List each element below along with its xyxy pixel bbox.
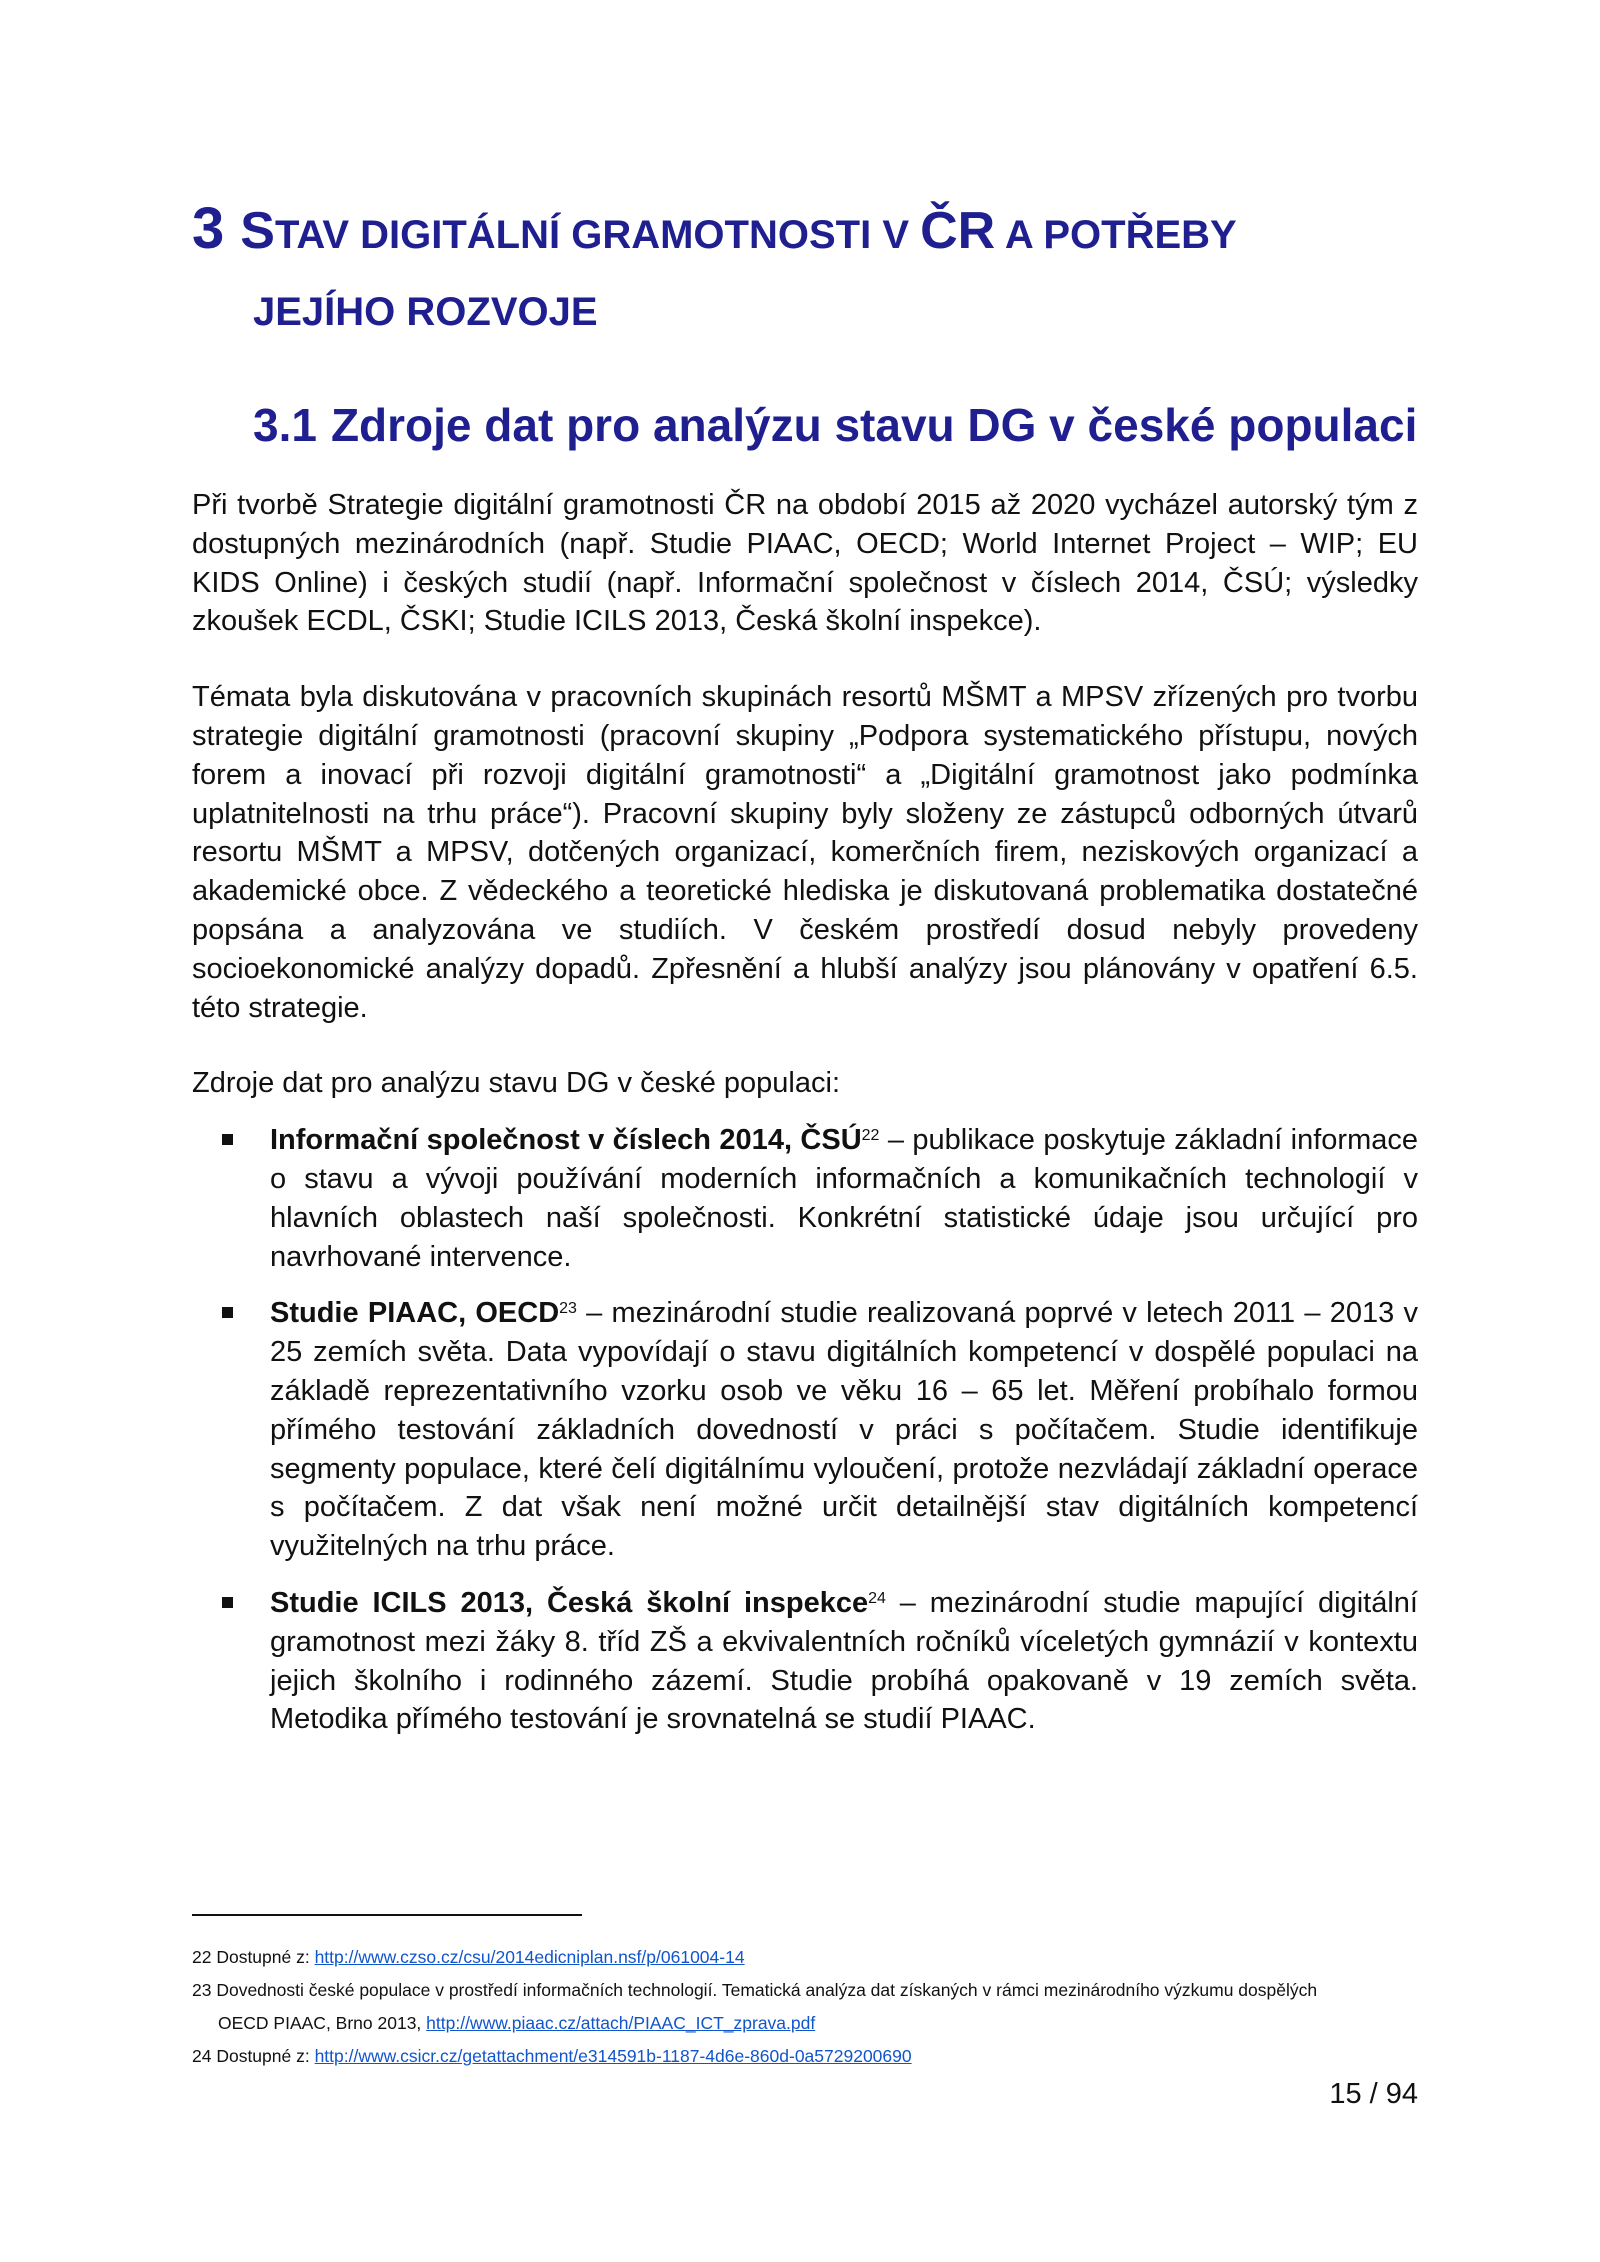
bullet-icon bbox=[222, 1134, 233, 1145]
section-number: 3.1 bbox=[253, 399, 317, 451]
footnote-text: 22 Dostupné z: bbox=[192, 1947, 315, 1967]
list-item bbox=[192, 1584, 1418, 1739]
chapter-title-initial: S bbox=[240, 202, 275, 260]
section-title: Zdroje dat pro analýzu stavu DG v české populaci bbox=[330, 399, 1418, 451]
list-item bbox=[192, 1121, 1418, 1276]
section-heading bbox=[253, 395, 1453, 455]
chapter-title-part: TAV DIGITÁLNÍ GRAMOTNOSTI V bbox=[274, 213, 921, 257]
footnote-ref[interactable]: 23 bbox=[559, 1300, 577, 1318]
footnote-ref[interactable]: 22 bbox=[861, 1127, 880, 1145]
chapter-title-cr: ČR bbox=[920, 202, 996, 260]
body-text bbox=[192, 486, 1418, 1757]
list-intro: Zdroje dat pro analýzu stavu DG v české populaci: bbox=[192, 1067, 840, 1100]
chapter-title-line2: JEJÍHO ROZVOJE bbox=[253, 290, 598, 334]
footnote-link[interactable]: http://www.czso.cz/csu/2014edicniplan.nsf/p/061004-14 bbox=[314, 1947, 745, 1967]
source-description: – publikace poskytuje základní informace o stavu a vývoji používání moderních informačních a komunikačních technologií v hlavních oblastech naší společnosti. Konkrétní statistické údaje jsou určující pro navrhované intervence. bbox=[270, 1124, 1418, 1273]
footnote-link[interactable]: http://www.piaac.cz/attach/PIAAC_ICT_zprava.pdf bbox=[426, 2013, 816, 2033]
page-number: 15 / 94 bbox=[1329, 2078, 1418, 2110]
source-title: Studie ICILS 2013, Česká školní inspekce bbox=[270, 1586, 869, 1619]
footnote-24 bbox=[192, 2040, 1432, 2073]
bullet-icon bbox=[222, 1597, 233, 1608]
paragraph: Při tvorbě Strategie digitální gramotnosti ČR na období 2015 až 2020 vycházel autorský tým z dostupných mezinárodních (např. Studie PIAAC, OECD; World Internet Project – WIP; EU KIDS Online) i českých studií (např. Informační společnost v číslech 2014, ČSÚ; výsledky zkoušek ECDL, ČSKI; Studie ICILS 2013, Česká školní inspekce). bbox=[192, 489, 1418, 638]
chapter-title-end: A POTŘEBY bbox=[995, 213, 1237, 257]
footnote-text: 23 Dovednosti české populace v prostředí informačních technologií. Tematická analýza dat získaných v rámci mezinárodního výzkumu dospělých bbox=[192, 1980, 1318, 2000]
footnote-text-continued: OECD PIAAC, Brno 2013, bbox=[218, 2013, 427, 2033]
footnote-ref[interactable]: 24 bbox=[868, 1589, 886, 1607]
chapter-heading bbox=[192, 195, 1422, 346]
paragraph: Témata byla diskutována v pracovních skupinách resortů MŠMT a MPSV zřízených pro tvorbu strategie digitální gramotnosti (pracovní skupiny „Podpora systematického přístupu, nových forem a inovací při rozvoji digitální gramotnosti“ a „Digitální gramotnost jako podmínka uplatnitelnosti na trhu práce“). Pracovní skupiny byly složeny ze zástupců odborných útvarů resortu MŠMT a MPSV, dotčených organizací, komerčních firem, neziskových organizací a akademické obce. Z vědeckého a teoretické hlediska je diskutovaná problematika dostatečné popsána a analyzována ve studiích. V českém prostředí dosud nebyly provedeny socioekonomické analýzy dopadů. Zpřesnění a hlubší analýzy jsou plánovány v opatření 6.5. této strategie. bbox=[192, 681, 1418, 1024]
footnote-link[interactable]: http://www.csicr.cz/getattachment/e314591b-1187-4d6e-860d-0a5729200690 bbox=[314, 2046, 912, 2066]
sources-list bbox=[192, 1121, 1418, 1739]
list-item bbox=[192, 1294, 1418, 1566]
source-title: Studie PIAAC, OECD bbox=[270, 1297, 560, 1330]
bullet-icon bbox=[222, 1307, 233, 1318]
source-title: Informační společnost v číslech 2014, ČSÚ bbox=[270, 1124, 862, 1157]
footnote-23 bbox=[192, 1974, 1432, 2040]
source-description: – mezinárodní studie realizovaná poprvé v letech 2011 – 2013 v 25 zemích světa. Data vypovídají o stavu digitálních kompetencí v dospělé populaci na základě reprezentativního vzorku osob ve věku 16 – 65 let. Měření probíhalo formou přímého testování základních dovedností v práci s počítačem. Studie identifikuje segmenty populace, které čelí digitálnímu vyloučení, protože nezvládají základní operace s počítačem. Z dat však není možné určit detailnější stav digitálních kompetencí využitelných na trhu práce. bbox=[270, 1297, 1418, 1563]
source-description: – mezinárodní studie mapující digitální gramotnost mezi žáky 8. tříd ZŠ a ekvivalentních ročníků víceletých gymnázií v kontextu jejich školního i rodinného zázemí. Studie probíhá opakovaně v 19 zemích světa. Metodika přímého testování je srovnatelná se studií PIAAC. bbox=[270, 1586, 1418, 1736]
chapter-heading-line1 bbox=[192, 195, 1422, 278]
chapter-number: 3 bbox=[192, 196, 225, 261]
footnote-22 bbox=[192, 1941, 1432, 1974]
footnotes bbox=[192, 1941, 1432, 2073]
footnote-separator bbox=[192, 1914, 582, 1916]
footnote-text: 24 Dostupné z: bbox=[192, 2046, 315, 2066]
